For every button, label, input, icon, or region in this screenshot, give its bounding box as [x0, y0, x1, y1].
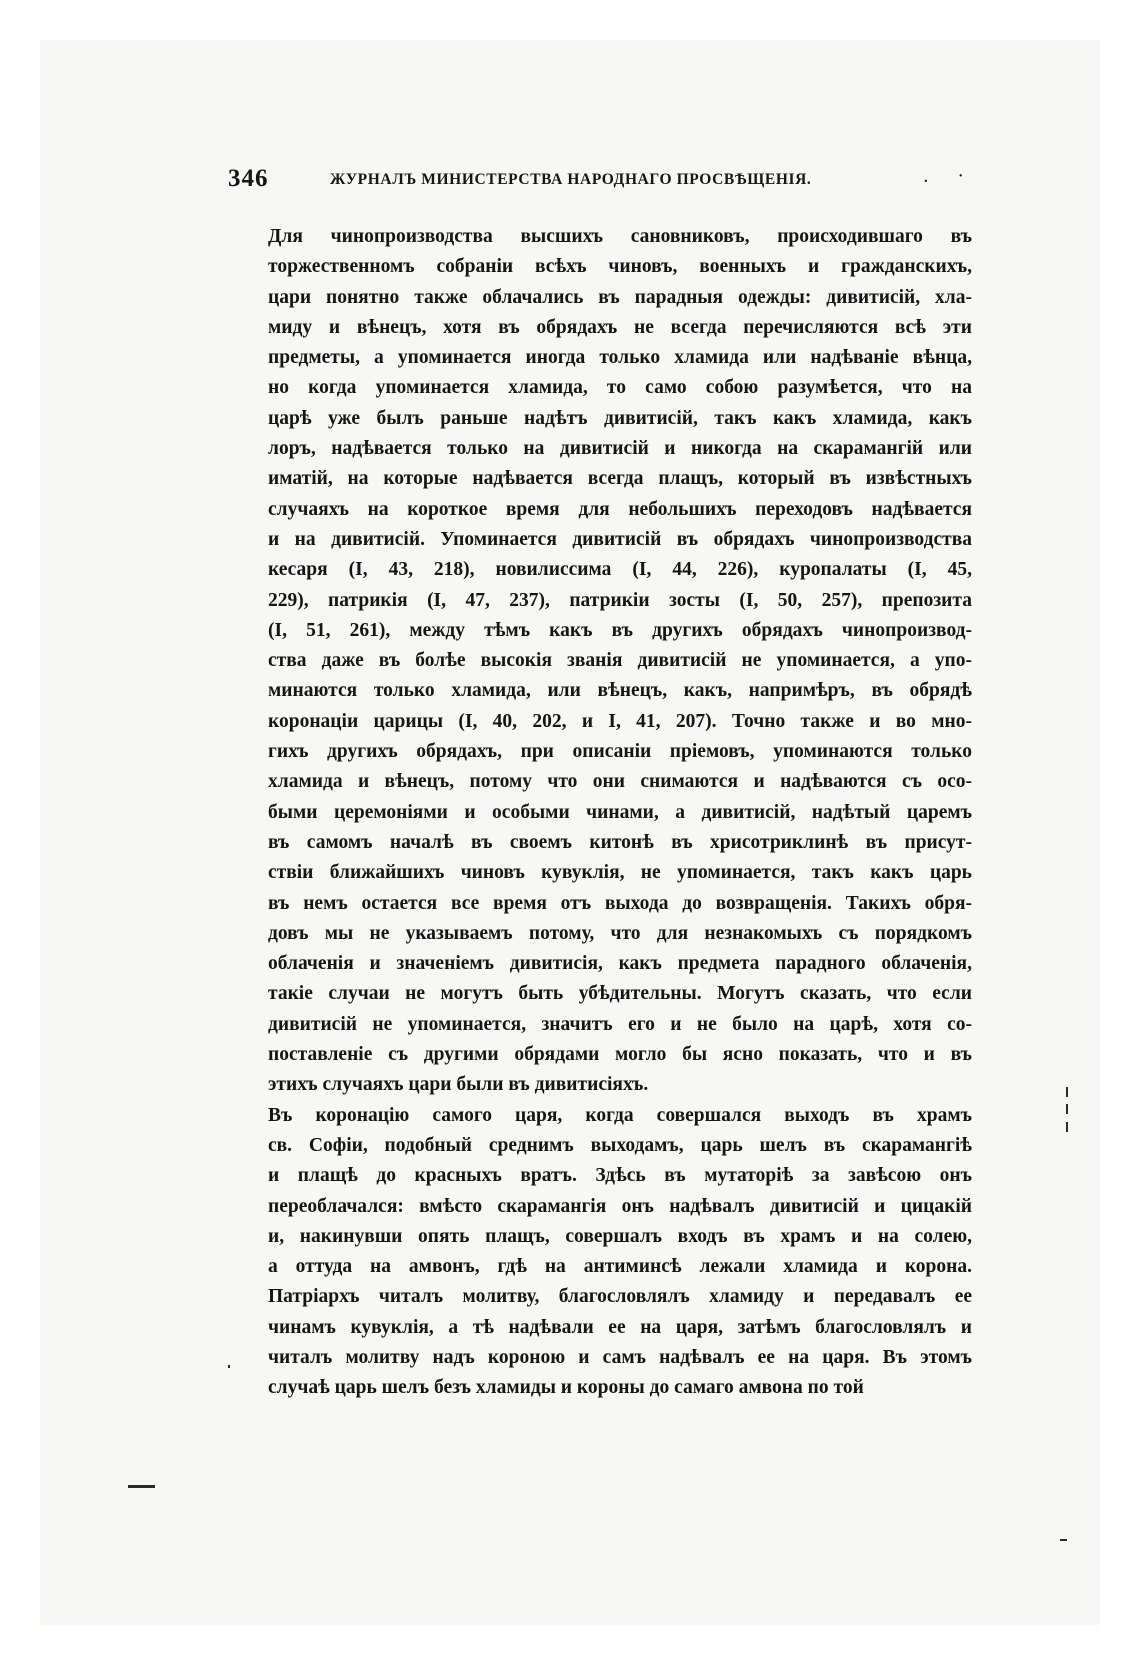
text-line: 229), патрикія (I, 47, 237), патрикіи зосты (I, 50, 257), препозита [268, 589, 972, 611]
margin-mark [1066, 1104, 1068, 1114]
text-line: гихъ другихъ обрядахъ, при описаніи пріемовъ, упоминаются только [268, 741, 972, 763]
text-line: миду и вѣнецъ, хотя въ обрядахъ не всегда перечисляются всѣ эти [268, 316, 972, 338]
header-dots: . · [923, 165, 976, 187]
body-text [228, 222, 972, 1404]
speck [1060, 1539, 1067, 1541]
running-title: ЖУРНАЛЪ МИНИСТЕРСТВА НАРОДНАГО ПРОСВѢЩЕНІЯ. [330, 171, 812, 188]
text-line: переоблачался: вмѣсто скарамангія онъ надѣвалъ дивитисій и цицакій [268, 1195, 972, 1217]
text-line: ствіи ближайшихъ чиновъ кувуклія, не упоминается, такъ какъ царь [268, 862, 972, 884]
text-line: и на дивитисій. Упоминается дивитисій въ обрядахъ чинопроизводства [268, 528, 972, 550]
text-line: дивитисій не упоминается, значитъ его и не было на царѣ, хотя со- [268, 1013, 972, 1035]
margin-mark [1066, 1122, 1068, 1132]
page-number: 346 [228, 165, 269, 192]
text-line: лоръ, надѣвается только на дивитисій и никогда на скарамангій или [268, 438, 972, 460]
text-line: ства даже въ болѣе высокія званія дивитисій не упоминается, а упо- [268, 650, 972, 672]
text-line: и, накинувши опять плащъ, совершалъ входъ въ храмъ и на солею, [268, 1225, 972, 1247]
text-line: въ самомъ началѣ въ своемъ китонѣ въ хрисотриклинѣ въ присут- [268, 831, 972, 853]
text-line: предметы, а упоминается иногда только хламида или надѣваніе вѣнца, [268, 347, 972, 369]
margin-dash [128, 1485, 155, 1488]
text-line: облаченія и значеніемъ дивитисія, какъ предмета парадного облаченія, [268, 953, 972, 975]
text-line: хламида и вѣнецъ, потому что они снимаются и надѣваются съ осо- [268, 771, 972, 793]
text-line: минаются только хламида, или вѣнецъ, какъ, напримѣръ, въ обрядѣ [268, 680, 972, 702]
text-line: цари понятно также облачались въ парадныя одежды: дивитисій, хла- [268, 286, 972, 308]
text-line: но когда упоминается хламида, то само собою разумѣется, что на [268, 377, 972, 399]
text-line: довъ мы не указываемъ потому, что для незнакомыхъ съ порядкомъ [268, 922, 972, 944]
text-line: случаѣ царь шелъ безъ хламиды и короны до самаго амвона по той [268, 1377, 864, 1399]
text-line: иматій, на которые надѣвается всегда плащъ, который въ извѣстныхъ [268, 468, 972, 490]
text-line: торжественномъ собраніи всѣхъ чиновъ, военныхъ и гражданскихъ, [268, 256, 972, 278]
text-line: Патріархъ читалъ молитву, благословлялъ хламиду и передавалъ ее [268, 1286, 972, 1308]
margin-mark [1066, 1087, 1068, 1097]
text-line: такіе случаи не могутъ быть убѣдительны. Могутъ сказать, что если [268, 983, 972, 1005]
text-line: читалъ молитву надъ короною и самъ надѣвалъ ее на царя. Въ этомъ [268, 1346, 972, 1368]
text-line: (I, 51, 261), между тѣмъ какъ въ другихъ обрядахъ чинопроизвод- [268, 619, 972, 641]
text-line: чинамъ кувуклія, а тѣ надѣвали ее на царя, затѣмъ благословлялъ и [268, 1316, 972, 1338]
text-line: св. Софіи, подобный среднимъ выходамъ, царь шелъ въ скарамангіѣ [268, 1134, 972, 1156]
text-line: этихъ случаяхъ цари были въ дивитисіяхъ. [268, 1074, 649, 1096]
text-line: Для чинопроизводства высшихъ сановниковъ, происходившаго въ [268, 226, 972, 247]
text-line: Въ коронацію самого царя, когда совершался выходъ въ храмъ [268, 1104, 972, 1126]
text-line: быми церемоніями и особыми чинами, а дивитисій, надѣтый царемъ [268, 801, 972, 823]
text-line: въ немъ остается все время отъ выхода до возвращенія. Такихъ обря- [268, 892, 972, 914]
text-line: коронаціи царицы (I, 40, 202, и I, 41, 207). Точно также и во мно- [268, 710, 972, 732]
text-line: кесаря (I, 43, 218), новилиссима (I, 44, 226), куропалаты (I, 45, [268, 559, 972, 581]
paragraph [228, 222, 972, 1101]
text-line: случаяхъ на короткое время для небольшихъ переходовъ надѣвается [268, 498, 972, 520]
text-line: а оттуда на амвонъ, гдѣ на антиминсѣ лежали хламида и корона. [268, 1256, 972, 1278]
speck [228, 1365, 230, 1368]
page-header [228, 165, 980, 201]
text-line: и плащѣ до красныхъ вратъ. Здѣсь въ мутаторіѣ за завѣсою онъ [268, 1165, 972, 1187]
paragraph [228, 1101, 972, 1404]
text-line: царѣ уже былъ раньше надѣтъ дивитисій, такъ какъ хламида, какъ [268, 407, 972, 429]
text-line: поставленіе съ другими обрядами могло бы ясно показать, что и въ [268, 1044, 972, 1066]
